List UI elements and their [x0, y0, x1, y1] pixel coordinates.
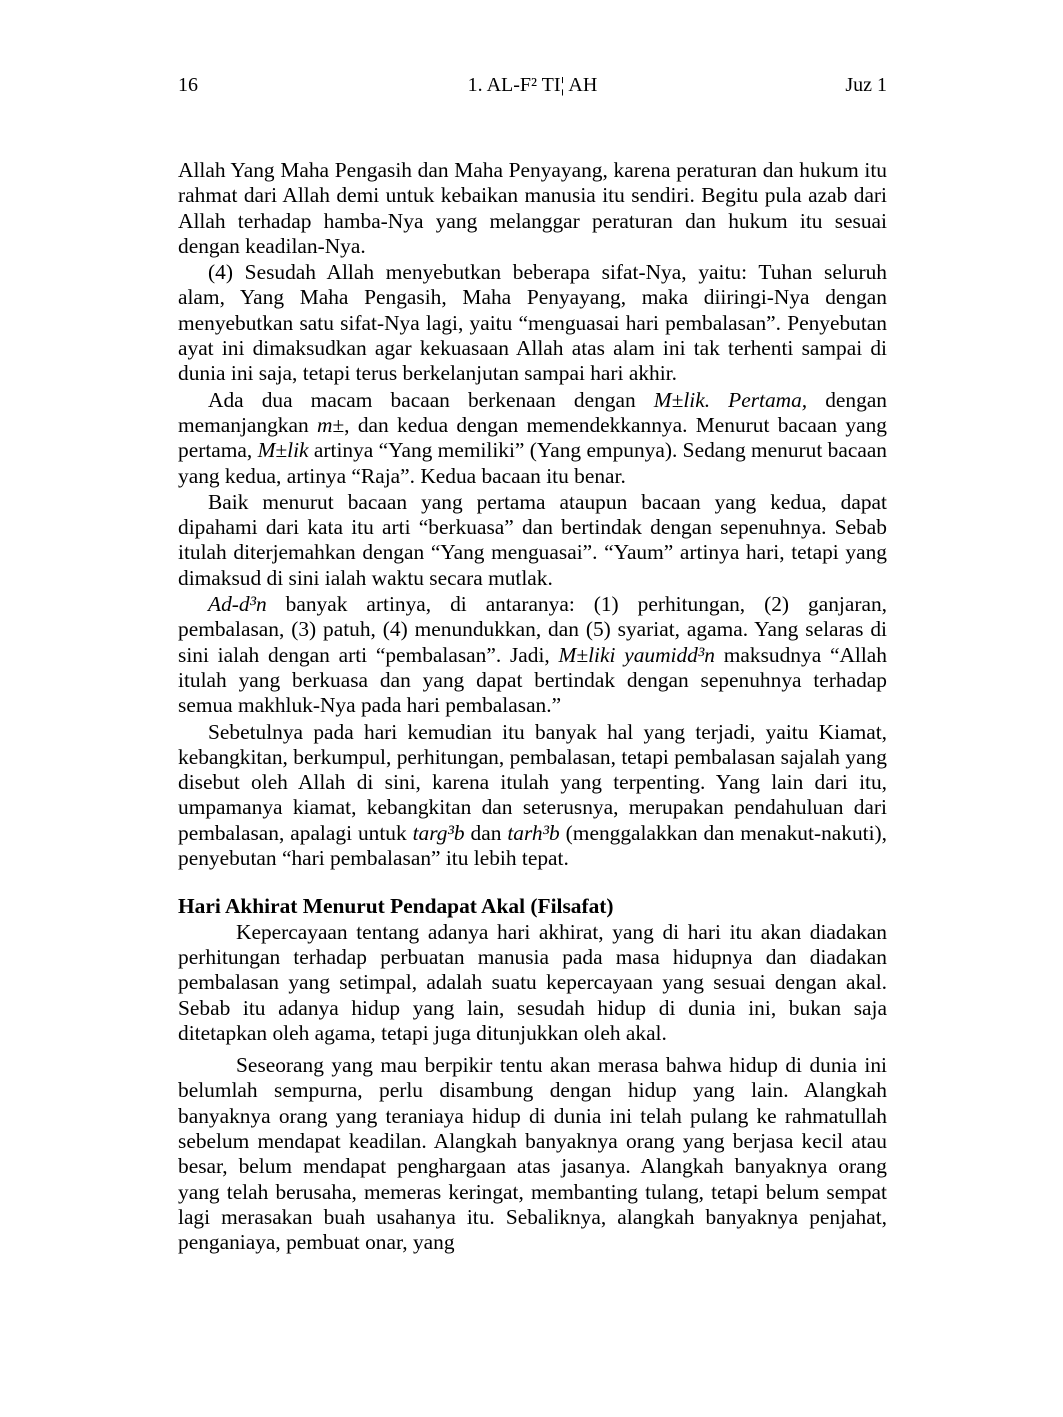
section-heading: Hari Akhirat Menurut Pendapat Akal (Filsafat) [178, 894, 614, 919]
term-ma: m± [316, 412, 345, 437]
paragraph-6: Sebetulnya pada hari kemudian itu banyak hal yang terjadi, yaitu Kiamat, kebangkitan, berkumpul, perhitungan, pembalasan, tetapi pembalasan sajalah yang disebut oleh Allah di sini, karena itulah yang terpenting. Yang lain dari itu, umpamanya kiamat, kebangkitan dan seterusnya, merupakan pendahuluan dari pembalasan, apalagi untuk targ³b dan tarh³b (menggalakkan dan menakut-nakuti), penyebutan “hari pembalasan” itu lebih tepat. [178, 719, 888, 871]
paragraph-5: Ad-d³n banyak artinya, di antaranya: (1) perhitungan, (2) ganjaran, pembalasan, (3) patuh, (4) menundukkan, dan (5) syariat, agama. Yang selaras di sini ialah dengan arti “pembalasan”. Jadi, M±liki yaumidd³n maksudnya “Allah itulah yang berkuasa dan yang dapat bertindak dengan sepenuhnya terhadap semua makhluk-Nya pada hari pembalasan.” [178, 592, 887, 718]
paragraph-2: (4) Sesudah Allah menyebutkan beberapa sifat-Nya, yaitu: Tuhan seluruh alam, Yang Maha Pengasih, Maha Penyayang, maka diiringi-Nya dengan menyebutkan satu sifat-Nya lagi, yaitu “menguasai hari pembalasan”. Penyebutan ayat ini dimaksudkan agar kekuasaan Allah atas alam ini tak terhenti sampai di dunia ini saja, tetapi terus berkelanjutan sampai hari akhir. [178, 260, 887, 386]
paragraph-4: Baik menurut bacaan yang pertama ataupun bacaan yang kedua, dapat dipahami dari kata itu arti “berkuasa” dan bertindak dengan sepenuhnya. Sebab itulah diterjemahkan dengan “Yang menguasai”. “Yaum” artinya hari, tetapi yang dimaksud di sini ialah waktu secara mutlak. [178, 489, 887, 590]
paragraph-3: Ada dua macam bacaan berkenaan dengan M±lik. Pertama, dengan memanjangkan m±, dan kedua dengan memendekkannya. Menurut bacaan yang pertama, M±lik artinya “Yang memiliki” (Yang empunya). Sedang menurut bacaan yang kedua, artinya “Raja”. Kedua bacaan itu benar. [178, 387, 888, 488]
page-number: 16 [178, 74, 198, 96]
body-text [178, 158, 887, 1255]
term-malik: M±lik [257, 438, 309, 463]
term-tarhib: tarh³b [507, 820, 560, 845]
page-header [178, 70, 887, 100]
term-targhib: targ³b [412, 820, 465, 845]
term-ad-din: Ad-d³n [208, 592, 267, 617]
term-malik-pertama: M±lik. Pertama, [653, 387, 808, 412]
paragraph-1: Allah Yang Maha Pengasih dan Maha Penyayang, karena peraturan dan hukum itu rahmat dari Allah demi untuk kebaikan manusia itu sendiri. Begitu pula azab dari Allah terhadap hamba-Nya yang melanggar peraturan dan hukum itu sesuai dengan keadilan-Nya. [178, 158, 887, 258]
paragraph-8: Seseorang yang mau berpikir tentu akan merasa bahwa hidup di dunia ini belumlah sempurna, perlu disambung dengan hidup yang lain. Alangkah banyaknya orang yang teraniaya hidup di dunia ini telah pulang ke rahmatullah sebelum mendapat keadilan. Alangkah banyaknya orang yang berjasa kecil atau besar, belum mendapat penghargaan atas jasanya. Alangkah banyaknya orang yang telah berusaha, memeras keringat, membanting tulang, tetapi belum sempat lagi merasakan buah usahanya itu. Sebaliknya, alangkah banyaknya penjahat, penganiaya, pembuat onar, yang [178, 1053, 887, 1255]
term-maliki-yaumiddin: M±liki yaumidd³n [558, 642, 715, 667]
chapter-title: 1. AL-F² TI¦ AH [467, 74, 598, 96]
juz-label: Juz 1 [845, 74, 887, 96]
paragraph-7: Kepercayaan tentang adanya hari akhirat, yang di hari itu akan diadakan perhitungan terhadap perbuatan manusia pada masa hidupnya dan diadakan pembalasan yang setimpal, adalah suatu kepercayaan yang sesuai dengan akal. Sebab itu adanya hidup yang lain, sesudah hidup di dunia ini, bukan saja ditetapkan oleh agama, tetapi juga ditunjukkan oleh akal. [178, 919, 887, 1045]
